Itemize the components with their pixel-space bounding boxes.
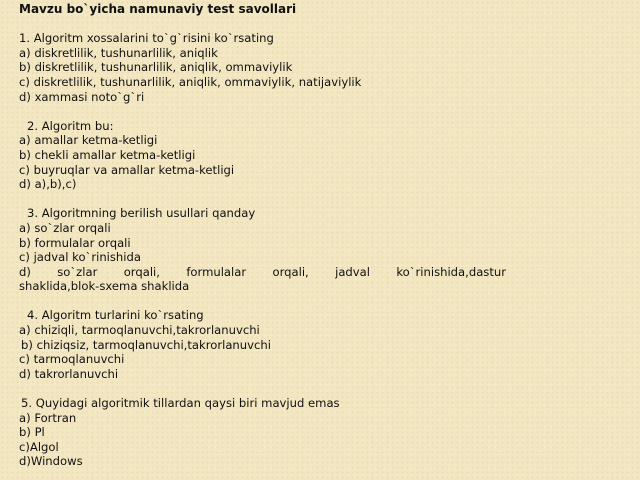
answer-d: d) xammasi noto`g`ri [19, 89, 145, 104]
spacer [19, 104, 619, 119]
spacer [19, 294, 619, 309]
answer-a: a) chiziqli, tarmoqlanuvchi,takrorlanuvchi [19, 323, 260, 338]
question-4 [19, 308, 619, 381]
answer-d: d)Windows [19, 454, 83, 469]
answer-b: b) Pl [19, 425, 45, 440]
question-2 [19, 119, 619, 192]
answer-b: b) chekli amallar ketma-ketligi [19, 147, 196, 162]
answer-b: b) diskretlilik, tushunarlilik, aniqlik, ommaviylik [19, 60, 293, 75]
document-title: Mavzu bo`yicha namunaviy test savollari [19, 2, 297, 16]
answer-d: d) takrorlanuvchi [19, 366, 119, 381]
answer-a: a) Fortran [19, 410, 77, 425]
test-document [19, 0, 619, 469]
answer-d: d) a),b),c) [19, 177, 77, 192]
answer-b: b) formulalar orqali [19, 235, 131, 250]
answer-c: c)Algol [19, 439, 59, 454]
answer-b: b) chiziqsiz, tarmoqlanuvchi,takrorlanuvchi [21, 337, 271, 352]
question-text: 3. Algoritmning berilish usullari qanday [27, 206, 256, 221]
answer-a: a) amallar ketma-ketligi [19, 133, 158, 148]
question-text: 4. Algoritm turlarini ko`rsating [27, 308, 204, 323]
question-5 [19, 396, 619, 469]
spacer [19, 192, 619, 207]
question-text: 2. Algoritm bu: [27, 118, 114, 133]
question-3 [19, 206, 619, 294]
answer-a: a) diskretlilik, tushunarlilik, aniqlik [19, 45, 218, 60]
answer-c: c) buyruqlar va amallar ketma-ketligi [19, 162, 235, 177]
answer-c: c) jadval ko`rinishida [19, 250, 141, 265]
answer-d-line-2: shaklida,blok-sxema shaklida [19, 279, 190, 294]
spacer [19, 381, 619, 396]
spacer [19, 17, 619, 32]
answer-d-line-1: d) so`zlar orqali, formulalar orqali, jadval ko`rinishida,dastur [19, 264, 506, 279]
answer-a: a) so`zlar orqali [19, 220, 111, 235]
question-text: 1. Algoritm xossalarini to`g`risini ko`rsating [19, 31, 274, 46]
question-text: 5. Quyidagi algoritmik tillardan qaysi biri mavjud emas [21, 396, 340, 411]
answer-c: c) tarmoqlanuvchi [19, 352, 125, 367]
question-1 [19, 31, 619, 104]
answer-c: c) diskretlilik, tushunarlilik, aniqlik, ommaviylik, natijaviylik [19, 74, 362, 89]
